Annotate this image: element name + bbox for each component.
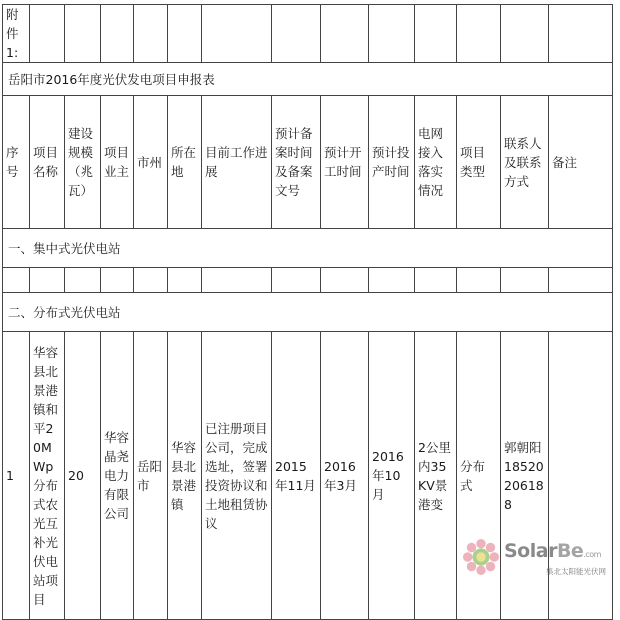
empty-cell: [168, 268, 202, 293]
attachment-label: 附件1:: [3, 5, 30, 63]
header-cell: 电网接入落实情况: [415, 96, 457, 229]
application-table: [2, 4, 613, 620]
project-owner: 华容晶尧电力有限公司: [101, 332, 134, 620]
section-distributed: 二、分布式光伏电站: [3, 293, 613, 332]
header-cell: 项目业主: [101, 96, 134, 229]
project-progress: 已注册项目公司，完成选址，签署投资协议和土地租赁协议: [202, 332, 272, 620]
start-time: 2016年3月: [321, 332, 369, 620]
blank-cell: [202, 5, 272, 63]
empty-cell: [501, 268, 549, 293]
blank-cell: [30, 5, 65, 63]
filing-time: 2015年11月: [272, 332, 321, 620]
project-scale: 20: [65, 332, 101, 620]
empty-cell: [30, 268, 65, 293]
empty-cell: [3, 268, 30, 293]
header-cell: 联系人及联系方式: [501, 96, 549, 229]
header-cell: 建设规模（兆瓦）: [65, 96, 101, 229]
solarbe-brand: SolarBe.com: [504, 540, 601, 562]
blank-cell: [501, 5, 549, 63]
header-cell: 序号: [3, 96, 30, 229]
solarbe-flower-icon: [462, 538, 500, 576]
header-cell: 备注: [549, 96, 613, 229]
blank-cell: [168, 5, 202, 63]
project-location: 华容县北景港镇: [168, 332, 202, 620]
empty-cell: [415, 268, 457, 293]
project-name: 华容县北景港镇和平20MWp分布式农光互补光伏电站项目: [30, 332, 65, 620]
empty-cell: [65, 268, 101, 293]
empty-cell: [101, 268, 134, 293]
empty-cell: [134, 268, 168, 293]
project-type: 分布式: [457, 332, 501, 620]
project-city: 岳阳市: [134, 332, 168, 620]
section-centralized: 一、集中式光伏电站: [3, 229, 613, 268]
header-cell: 预计备案时间及备案文号: [272, 96, 321, 229]
blank-cell: [369, 5, 415, 63]
blank-cell: [65, 5, 101, 63]
header-cell: 目前工作进展: [202, 96, 272, 229]
header-cell: 预计开工时间: [321, 96, 369, 229]
empty-cell: [369, 268, 415, 293]
blank-cell: [457, 5, 501, 63]
blank-cell: [321, 5, 369, 63]
empty-cell: [457, 268, 501, 293]
solarbe-subtitle: 集北太阳能光伏网: [546, 567, 606, 576]
header-cell: 所在地: [168, 96, 202, 229]
blank-cell: [272, 5, 321, 63]
blank-cell: [549, 5, 613, 63]
row-number: 1: [3, 332, 30, 620]
header-cell: 市州: [134, 96, 168, 229]
blank-cell: [101, 5, 134, 63]
header-cell: 预计投产时间: [369, 96, 415, 229]
grid-connection: 2公里内35KV景港变: [415, 332, 457, 620]
solarbe-watermark: [462, 536, 612, 584]
table-title: 岳阳市2016年度光伏发电项目申报表: [3, 63, 613, 96]
blank-cell: [134, 5, 168, 63]
empty-cell: [202, 268, 272, 293]
empty-cell: [321, 268, 369, 293]
blank-cell: [415, 5, 457, 63]
production-time: 2016年10月: [369, 332, 415, 620]
header-cell: 项目类型: [457, 96, 501, 229]
header-cell: 项目名称: [30, 96, 65, 229]
project-contact: 郭朝阳18520206188: [501, 332, 549, 620]
empty-cell: [272, 268, 321, 293]
empty-cell: [549, 268, 613, 293]
